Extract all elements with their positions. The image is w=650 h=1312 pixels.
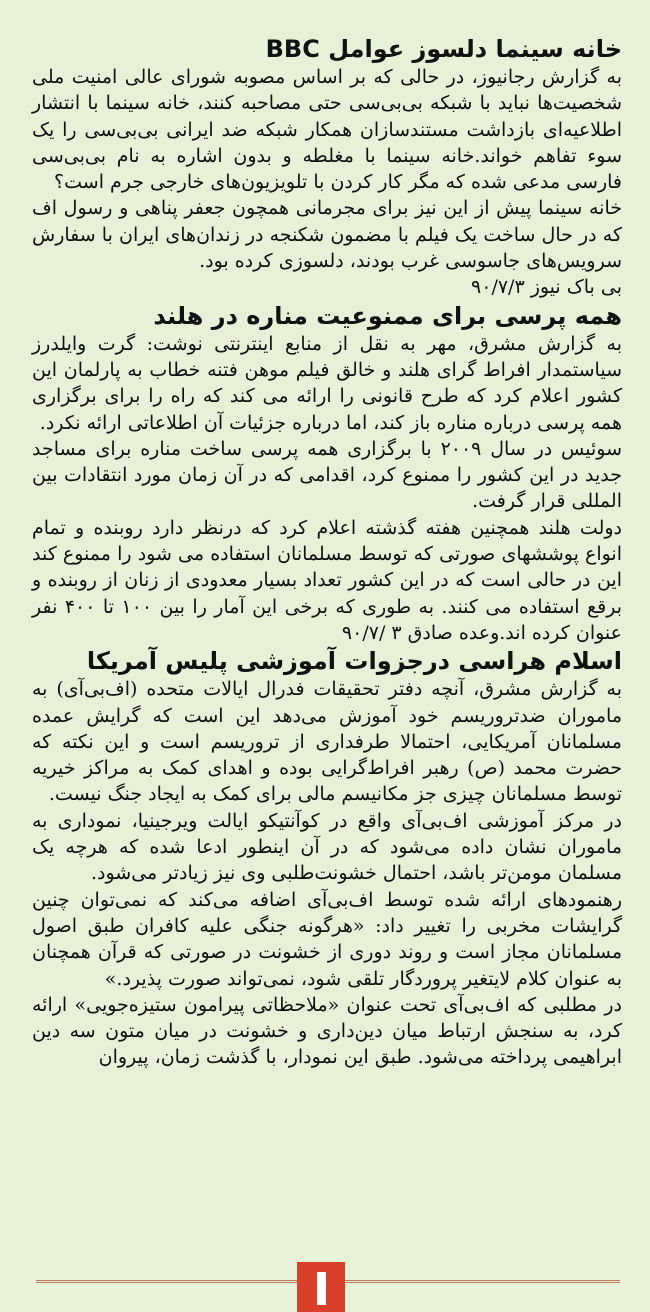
article-islamophobia <box>32 646 622 1070</box>
paragraph: رهنمودهای ارائه شده توسط اف‌بی‌آی اضافه می‌کند که نمی‌توان چنین گرایشات مخربی را تغییر داد: «هرگونه جنگی علیه کافران طبق اصول مسلمانان مجاز است و روند دوری از خشونت در صورتی که قرآن همچنان به عنوان کلام لایتغیر پروردگار تلقی شود، نمی‌تواند صورت پذیرد.» <box>32 888 622 990</box>
page-marker-icon <box>297 1262 345 1312</box>
page-footer <box>0 1262 650 1312</box>
article-minaret <box>32 301 622 647</box>
article-bbc <box>32 34 622 301</box>
paragraph: در مرکز آموزشی اف‌بی‌آی واقع در کوآنتیکو ایالت ویرجینیا، نموداری به ماموران نشان داده می‌شود که در آن اینطور ادعا شده که هرچه یک مسلمان مومن‌تر باشد، احتمال خشونت‌طلبی وی نیز زیادتر می‌شود. <box>32 809 622 885</box>
paragraph: دولت هلند همچنین هفته گذشته اعلام کرد که درنظر دارد روبنده و تمام انواع پوششهای صورتی که توسط مسلمانان استفاده می شود را ممنوع کند این در حالی است که در این کشور تعداد بسیار معدودی از زنان از روبنده و برقع استفاده می کنند. به طوری که برخی این آمار را بین ۱۰۰ تا ۴۰۰ نفر عنوان کرده اند.وعده صادق ۳ /۹۰/۷ <box>32 516 622 644</box>
source-line: بی باک نیوز ۹۰/۷/۳ <box>471 276 622 299</box>
paragraph: سوئیس در سال ۲۰۰۹ با برگزاری همه پرسی ساخت مناره برای مساجد جدید در این کشور را ممنوع کرد، اقدامی که در آن زمان مورد انتقادات بین المللی قرار گرفت. <box>32 437 623 513</box>
headline: همه پرسی برای ممنوعیت مناره در هلند <box>153 301 622 330</box>
paragraph: به گزارش رجانیوز، در حالی که بر اساس مصوبه شورای عالی امنیت ملی شخصیت‌ها نباید با شبکه بی‌بی‌سی حتی مصاحبه کنند، خانه سینما با انتشار اطلاعیه‌ای بازداشت مستندسازان همکار شبکه ضد ایرانی بی‌بی‌سی را یک سوء تفاهم خواند.خانه سینما با مغلطه و بدون اشاره به نام بی‌بی‌سی فارسی مدعی شده که مگر کار کردن با تلویزیون‌های خارجی جرم است؟ <box>32 66 622 194</box>
paragraph: به گزارش مشرق، آنچه دفتر تحقیقات فدرال ایالات متحده (اف‌بی‌آی) به ماموران ضدتروریسم خود آموزش می‌دهد این است که گرایش عمده مسلمانان آمریکایی، احتمالا طرفداری از تروریسم است و این نکته که حضرت محمد (ص) رهبر افراط‌گرایی بوده و اهدای کمک به مراکز خیریه توسط مسلمانان چیزی جز مکانیسم مالی برای کمک به ایجاد جنگ نیست. <box>32 678 622 806</box>
paragraph: خانه سینما پیش از این نیز برای مجرمانی همچون جعفر پناهی و رسول اف که در حال ساخت یک فیلم با مضمون شکنجه در زندان‌های ایران با سفارش سرویس‌های جاسوسی غرب بودند، دلسوزی کرده بود. <box>32 197 622 273</box>
page-marker-bar <box>317 1272 326 1305</box>
paragraph: در مطلبی که اف‌بی‌آی تحت عنوان «ملاحظاتی پیرامون ستیزه‌جویی» ارائه کرد، به سنجش ارتباط میان دین‌داری و خشونت در میان متون سه دین ابراهیمی پرداخته می‌شود. طبق این نمودار، با گذشت زمان، پیروان <box>32 993 622 1069</box>
paragraph: به گزارش مشرق، مهر به نقل از منابع اینترنتی نوشت: گرت وایلدرز سیاستمدار افراط گرای هلند و خالق فیلم موهن فتنه خطاب به پارلمان این کشور اعلام کرد که طرح قانونی را ارائه می کند که راه را برای برگزاری همه پرسی درباره مناره باز کند، اما درباره جزئیات آن اطلاعاتی ارائه نکرد. <box>32 332 622 434</box>
headline: اسلام هراسی درجزوات آموزشی پلیس آمریکا <box>86 647 622 676</box>
headline: خانه سینما دلسوز عوامل BBC <box>265 35 622 63</box>
